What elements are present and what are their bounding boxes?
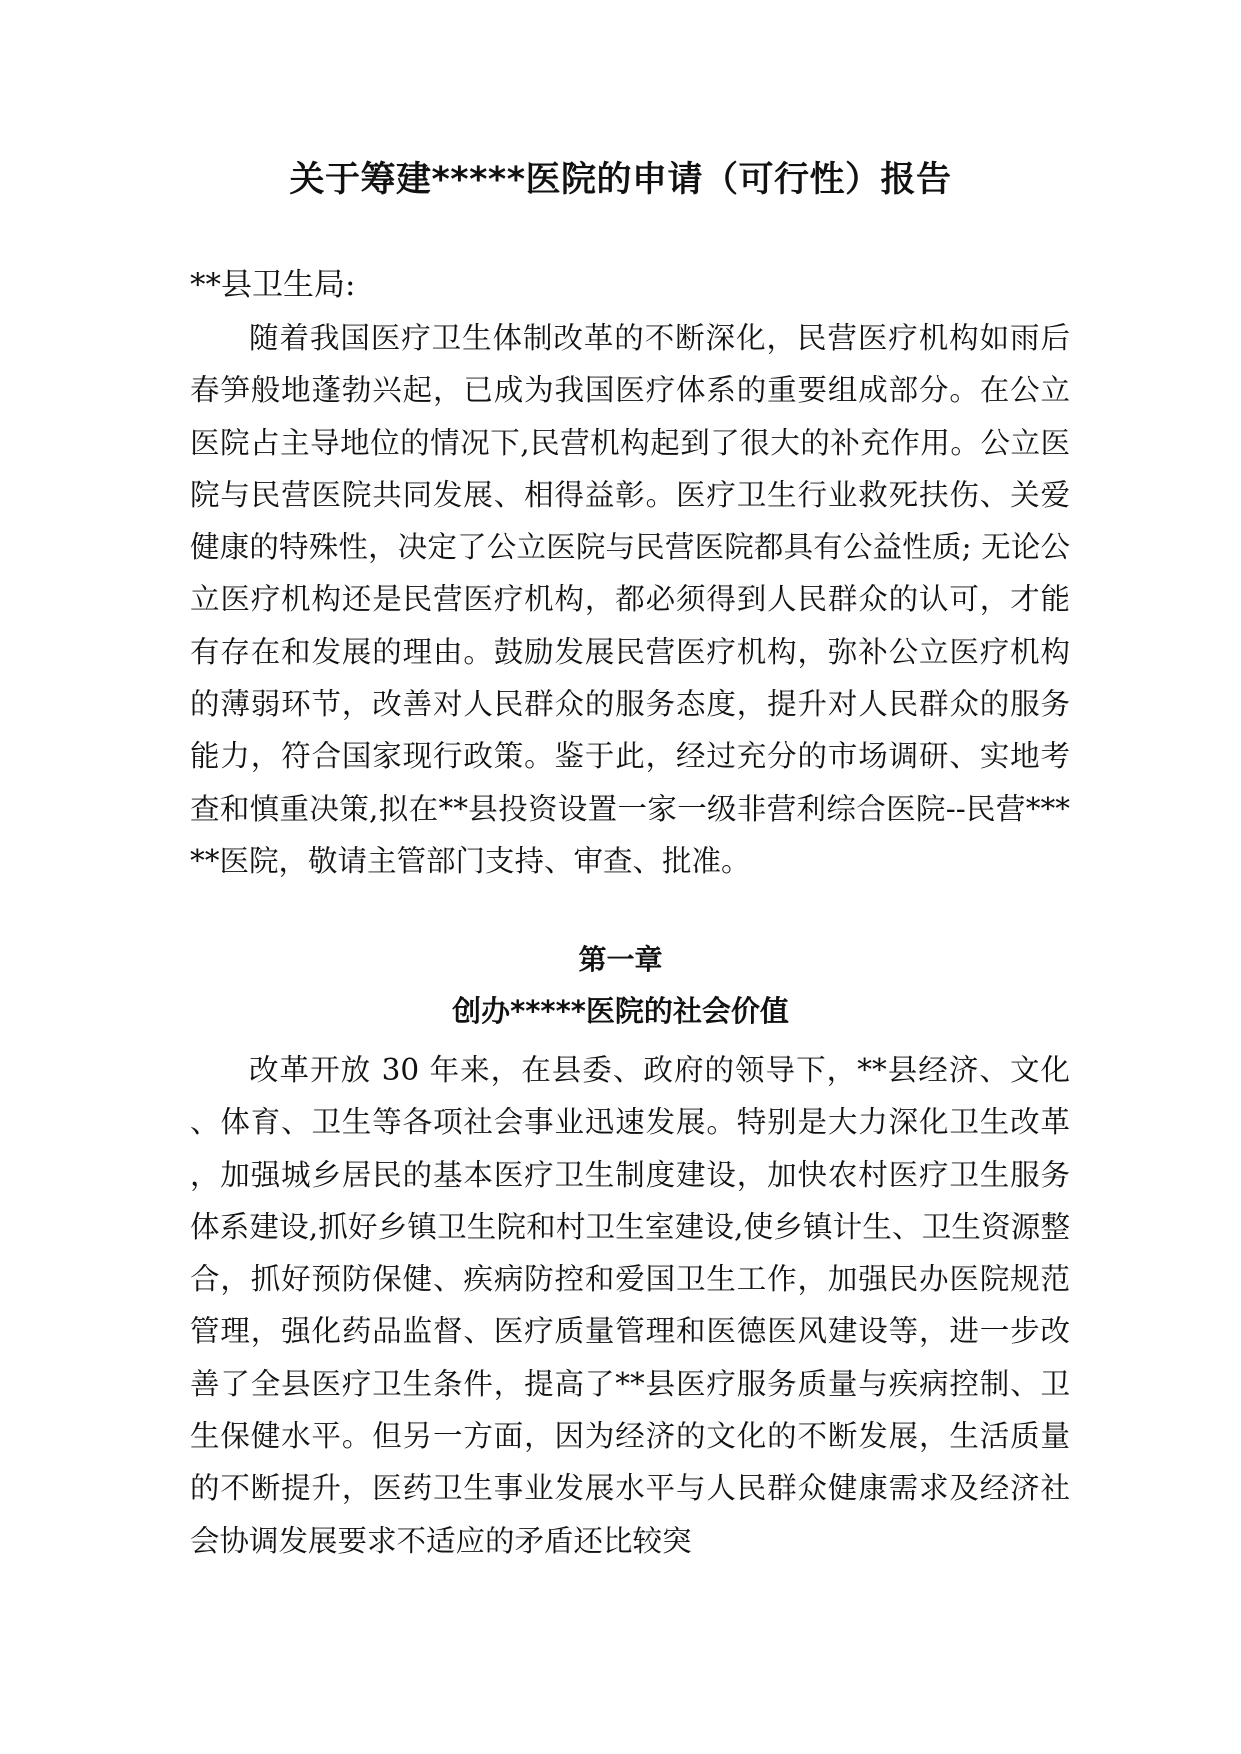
intro-section [190,312,1070,887]
chapter-paragraph: 改革开放 30 年来，在县委、政府的领导下，**县经济、文化、体育、卫生等各项社会事业迅速发展。特别是大力深化卫生改革，加强城乡居民的基本医疗卫生制度建设，加快农村医疗卫生服务体系建设,抓好乡镇卫生院和村卫生室建设,使乡镇计生、卫生资源整合，抓好预防保健、疾病防控和爱国卫生工作，加强民办医院规范管理，强化药品监督、医疗质量管理和医德医风建设等，进一步改善了全县医疗卫生条件，提高了**县医疗服务质量与疾病控制、卫生保健水平。但另一方面，因为经济的文化的不断发展，生活质量的不断提升，医药卫生事业发展水平与人民群众健康需求及经济社会协调发展要求不适应的矛盾还比较突 [190,1053,1070,1558]
intro-paragraph: 随着我国医疗卫生体制改革的不断深化，民营医疗机构如雨后春笋般地蓬勃兴起，已成为我国医疗体系的重要组成部分。在公立医院占主导地位的情况下,民营机构起到了很大的补充作用。公立医院与民营医院共同发展、相得益彰。医疗卫生行业救死扶伤、关爱健康的特殊性，决定了公立医院与民营医院都具有公益性质; 无论公立医疗机构还是民营医疗机构，都必须得到人民群众的认可，才能有存在和发展的理由。鼓励发展民营医疗机构，弥补公立医疗机构的薄弱环节，改善对人民群众的服务态度，提升对人民群众的服务能力，符合国家现行政策。鉴于此，经过充分的市场调研、实地考查和慎重决策,拟在**县投资设置一家一级非营利综合医院--民营*****医院，敬请主管部门支持、审查、批准。 [190,321,1070,878]
salutation: **县卫生局: [190,267,356,303]
chapter-number: 第一章 [578,943,663,976]
document-title: 关于筹建*****医院的申请（可行性）报告 [289,160,952,200]
chapter-section [190,1044,1070,1567]
chapter-title: 创办*****医院的社会价值 [452,994,789,1028]
